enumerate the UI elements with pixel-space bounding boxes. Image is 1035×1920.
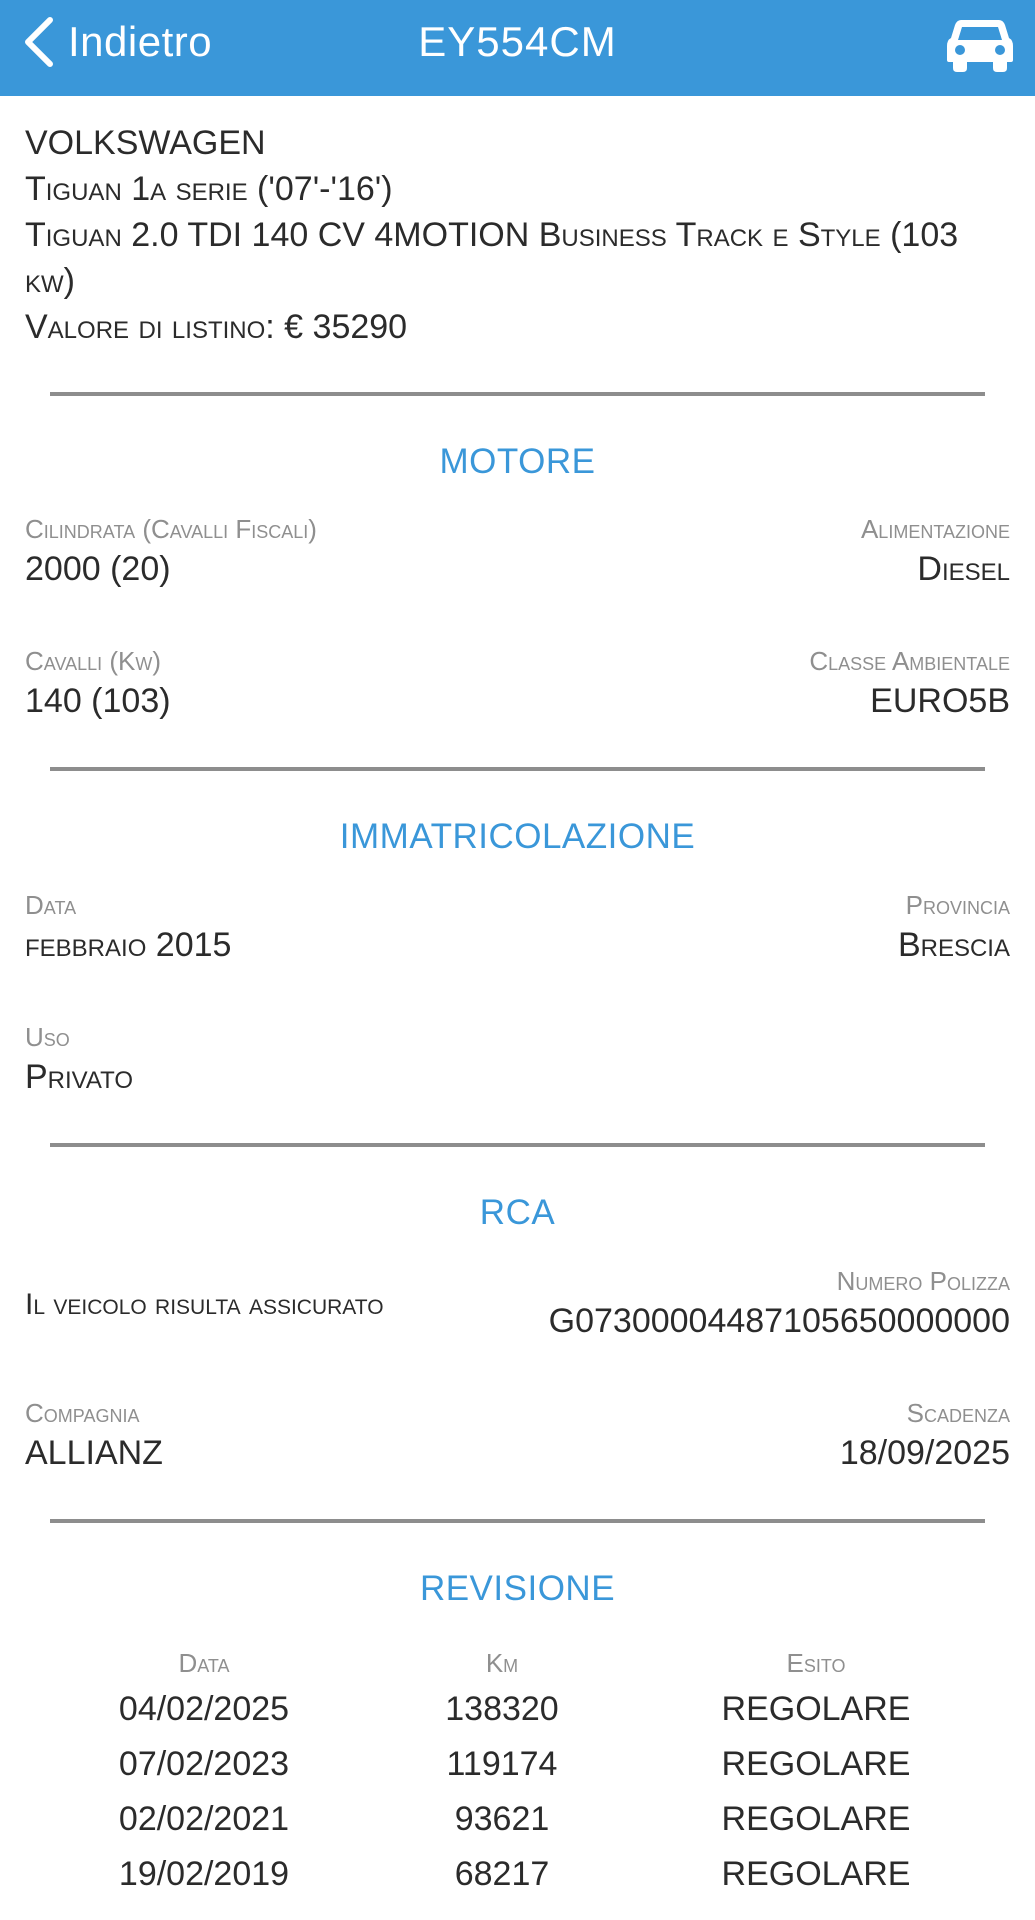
compagnia-value: ALLIANZ	[25, 1434, 163, 1472]
page-title: EY554CM	[418, 18, 617, 65]
column-header-km: Km	[485, 1648, 519, 1678]
vehicle-list-price: Valore di listino: € 35290	[25, 308, 408, 346]
table-row	[0, 1690, 1035, 1740]
section-title-immatricolazione: IMMATRICOLAZIONE	[339, 817, 696, 856]
divider	[50, 767, 985, 771]
row-km: 68217	[454, 1855, 550, 1893]
compagnia-field	[25, 1396, 163, 1476]
vehicle-brand: VOLKSWAGEN	[25, 124, 266, 162]
vehicle-model: Tiguan 1a serie ('07'-'16')	[25, 170, 393, 208]
column-header-esito: Esito	[786, 1648, 846, 1678]
divider	[50, 392, 985, 396]
data-immatricolazione-field	[25, 888, 231, 968]
divider	[50, 1143, 985, 1147]
scadenza-value: 18/09/2025	[839, 1434, 1010, 1472]
row-date: 19/02/2019	[118, 1855, 290, 1893]
row-esito: REGOLARE	[721, 1800, 911, 1838]
uso-field	[25, 1020, 133, 1100]
classe-ambientale-field	[809, 644, 1010, 724]
divider	[50, 1519, 985, 1523]
row-date: 02/02/2021	[118, 1800, 290, 1838]
polizza-label: Numero Polizza	[836, 1266, 1010, 1296]
alimentazione-field	[861, 512, 1010, 592]
uso-value: Privato	[25, 1058, 134, 1096]
row-esito: REGOLARE	[721, 1690, 911, 1728]
uso-label: Uso	[25, 1022, 70, 1052]
row-esito: REGOLARE	[721, 1855, 911, 1893]
cavalli-value: 140 (103)	[25, 682, 171, 720]
polizza-value: G07300004487105650000000	[548, 1302, 1010, 1340]
row-km: 119174	[446, 1745, 558, 1783]
back-label: Indietro	[68, 18, 213, 65]
cilindrata-value: 2000 (20)	[25, 550, 171, 588]
row-date: 04/02/2025	[118, 1690, 290, 1728]
section-title-motore: MOTORE	[439, 442, 596, 481]
polizza-field	[549, 1264, 1010, 1344]
table-row	[0, 1800, 1035, 1850]
insurance-status: Il veicolo risulta assicurato	[25, 1288, 384, 1321]
table-row	[0, 1855, 1035, 1905]
vehicle-info	[25, 120, 1010, 350]
provincia-label: Provincia	[905, 890, 1010, 920]
scadenza-field	[840, 1396, 1010, 1476]
data-value: febbraio 2015	[25, 926, 232, 964]
classe-ambientale-value: EURO5B	[870, 682, 1010, 720]
alimentazione-value: Diesel	[917, 550, 1010, 588]
cavalli-label: Cavalli (Kw)	[25, 646, 162, 676]
provincia-value: Brescia	[897, 926, 1010, 964]
row-esito: REGOLARE	[721, 1745, 911, 1783]
row-km: 138320	[445, 1690, 559, 1728]
column-header-data: Data	[178, 1648, 230, 1678]
classe-ambientale-label: Classe Ambientale	[809, 646, 1010, 676]
data-label: Data	[25, 890, 77, 920]
vehicle-version: Tiguan 2.0 TDI 140 CV 4MOTION Business Track e Style (103	[25, 216, 959, 254]
row-km: 93621	[454, 1800, 550, 1838]
row-date: 07/02/2023	[118, 1745, 290, 1783]
provincia-field	[898, 888, 1010, 968]
scadenza-label: Scadenza	[906, 1398, 1010, 1428]
vehicle-version-cont: kw)	[25, 262, 75, 300]
cilindrata-label: Cilindrata (Cavalli Fiscali)	[25, 514, 317, 544]
compagnia-label: Compagnia	[25, 1398, 140, 1428]
cilindrata-field	[25, 512, 317, 592]
cavalli-field	[25, 644, 171, 724]
alimentazione-label: Alimentazione	[860, 514, 1010, 544]
table-row	[0, 1745, 1035, 1795]
nav-bar	[0, 0, 1035, 96]
car-icon[interactable]	[947, 16, 1013, 72]
section-title-rca: RCA	[479, 1193, 556, 1232]
section-title-revisione: REVISIONE	[419, 1569, 616, 1608]
